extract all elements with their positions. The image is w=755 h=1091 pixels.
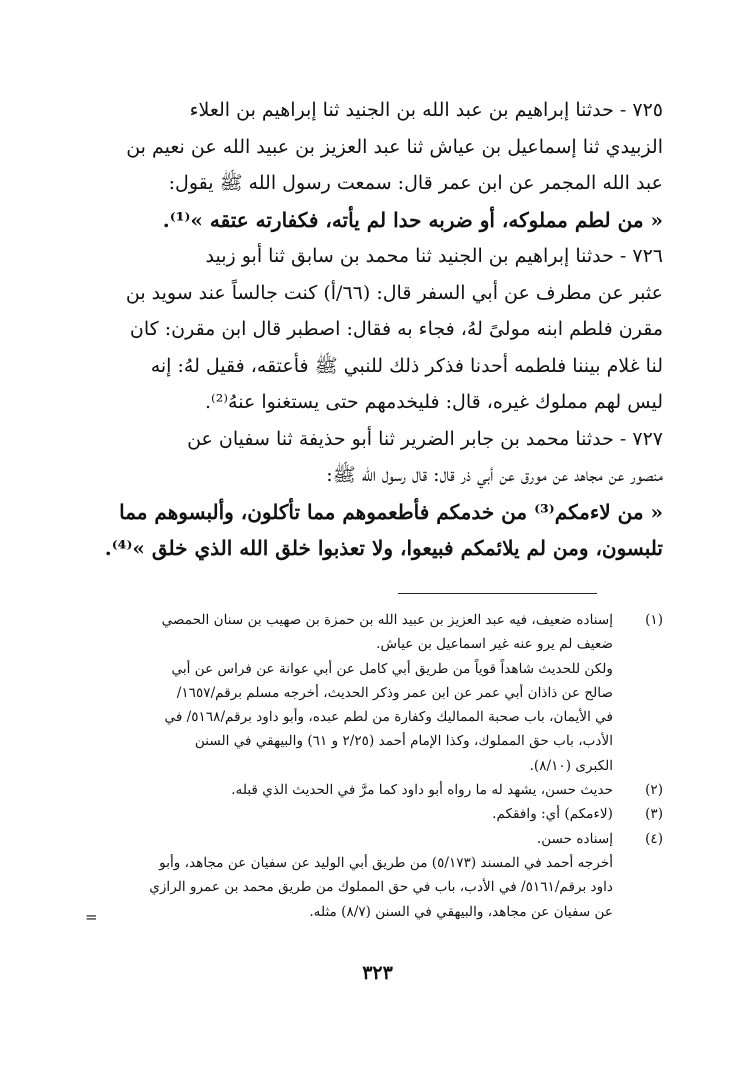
hadith-726-line-4: لنا غلام بيننا فلطمه أحدنا فذكر ذلك للنبي ﷺ فأعتقه، فقيل لهُ: إنه <box>150 354 663 377</box>
hadith-726-line-5: ليس لهم مملوك غيره، قال: فليخدمهم حتى يستغنوا عنهُ⁽²⁾. <box>205 391 663 413</box>
footnotes <box>92 608 663 924</box>
footnote-line: إسناده حسن. <box>536 830 613 847</box>
footnote-line: أخرجه أحمد في المسند (٥/١٧٣) من طريق أبي الوليد عن سفيان عن مجاهد، وأبو <box>159 854 613 871</box>
footnote-1 <box>92 608 663 778</box>
footnote-line: عن سفيان عن مجاهد، والبيهقي في السنن (٨/٧) مثله. <box>309 903 613 920</box>
footnote-line: الأدب، باب حق المملوك، وكذا الإمام أحمد (٢/٢٥ و ٦١) والبيهقي في السنن <box>194 733 613 750</box>
footnote-3 <box>92 802 663 826</box>
footnote-number: (١) <box>645 612 663 628</box>
hadith-725-line-3: عبد الله المجمر عن ابن عمر قال: سمعت رسول الله ﷺ يقول: <box>168 172 663 194</box>
hadith-727-quote-line-2: تلبسون، ومن لم يلائمكم فبيعوا، ولا تعذبوا خلق الله الذي خلق »⁽⁴⁾. <box>104 536 663 560</box>
footnote-number: (٤) <box>645 830 663 847</box>
footnote-divider <box>398 593 597 594</box>
footnote-line: (لاءمكم) أي: وافقكم. <box>492 806 613 823</box>
footnote-4 <box>92 827 663 924</box>
hadith-725-line-2: الزبيدي ثنا إسماعيل بن عياش ثنا عبد العزيز بن عبيد الله عن نعيم بن <box>126 135 663 158</box>
footnote-2 <box>92 778 663 802</box>
hadith-727-line-1: ٧٢٧ - حدثنا محمد بن جابر الضرير ثنا أبو حذيفة ثنا سفيان عن <box>187 427 663 450</box>
hadith-726-line-2: عثبر عن مطرف عن أبي السفر قال: (٦٦/أ) كنت جالساً عند سويد بن <box>125 281 663 304</box>
hadith-727-quote-line-1: « من لاءمكم⁽³⁾ من خدمكم فأطعموهم مما تأكلون، وألبسوهم مما <box>119 499 663 524</box>
hadith-726-line-3: مقرن فلطم ابنه مولىً لهُ، فجاء به فقال: اصطبر قال ابن مقرن: كان <box>129 318 663 340</box>
hadith-727-line-2: منصور عن مجاهد عن مورق عن أبي ذر قال: قال رسول الله ﷺ: <box>326 464 663 486</box>
footnote-number: (٢) <box>645 782 663 799</box>
main-text <box>90 92 663 567</box>
footnote-line: إسناده ضعيف، فيه عبد العزيز بن عبيد الله بن حمزة بن صهيب بن سنان الحمصي <box>161 612 613 628</box>
hadith-725-line-1: ٧٢٥ - حدثنا إبراهيم بن عبد الله بن الجنيد ثنا إبراهيم بن العلاء <box>189 99 663 121</box>
footnote-line: الكبرى (٨/١٠). <box>529 757 613 774</box>
footnote-line: في الأيمان، باب صحبة المماليك وكفارة من لطم عبده، وأبو داود برقم/٥١٦٨/ في <box>164 709 613 726</box>
hadith-725-quote: « من لطم مملوكه، أو ضربه حدا لم يأته، فكفارته عتقه »⁽¹⁾. <box>162 207 663 232</box>
hadith-726-line-1: ٧٢٦ - حدثنا إبراهيم بن الجنيد ثنا محمد بن سابق ثنا أبو زبيد <box>205 245 663 267</box>
footnote-line: ولكن للحديث شاهداً قوياً من طريق أبي كامل عن أبي عوانة عن فراس عن أبي <box>171 660 613 677</box>
footnote-line: حديث حسن، يشهد له ما رواه أبو داود كما مرَّ في الحديث الذي قبله. <box>231 782 613 799</box>
footnote-line: داود برقم/٥١٦١/ في الأدب، باب في حق المملوك من طريق محمد بن عمرو الرازي <box>149 879 613 896</box>
footnote-line: ضعيف لم يرو عنه غير اسماعيل بن عياش. <box>376 636 613 653</box>
continued-mark: = <box>85 908 98 926</box>
footnote-line: صالح عن ذاذان أبي عمر عن ابن عمر وذكر الحديث، أخرجه مسلم برقم/١٦٥٧/ <box>176 684 613 701</box>
page-number: ٣٢٣ <box>362 962 393 984</box>
footnote-number: (٣) <box>645 806 663 823</box>
